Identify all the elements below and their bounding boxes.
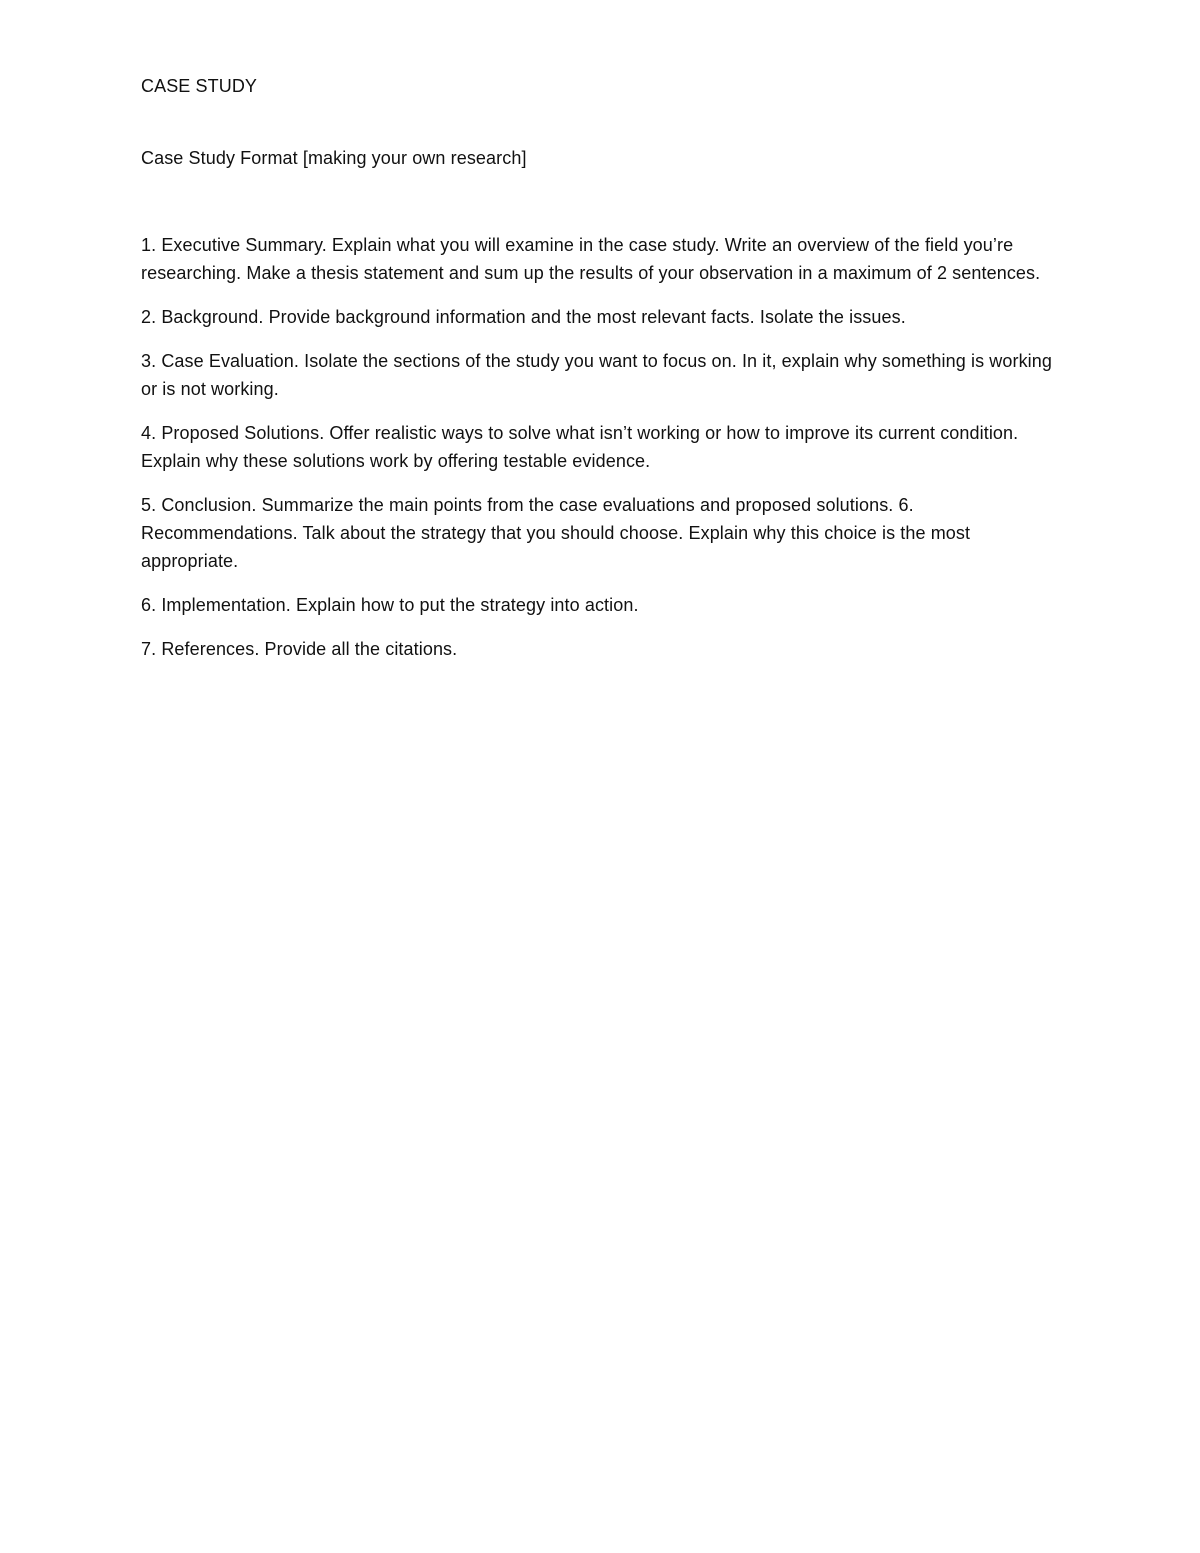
section-background: 2. Background. Provide background information and the most relevant facts. Isolate the issues. (141, 307, 906, 327)
document-subtitle: Case Study Format [making your own research] (141, 148, 527, 168)
section-references: 7. References. Provide all the citations. (141, 639, 458, 659)
section-proposed-solutions: 4. Proposed Solutions. Offer realistic ways to solve what isn’t working or how to improve its current condition. Explain why these solutions work by offering testable evidence. (141, 423, 1019, 471)
document-title: CASE STUDY (141, 76, 258, 96)
section-case-evaluation: 3. Case Evaluation. Isolate the sections of the study you want to focus on. In it, explain why something is working or is not working. (141, 351, 1052, 399)
section-implementation: 6. Implementation. Explain how to put the strategy into action. (141, 595, 639, 615)
document-body (141, 72, 1066, 679)
section-conclusion: 5. Conclusion. Summarize the main points from the case evaluations and proposed solutions. 6. Recommendations. Talk about the strategy that you should choose. Explain why this choice is the most appropriate. (141, 495, 971, 571)
section-executive-summary: 1. Executive Summary. Explain what you will examine in the case study. Write an overview of the field you’re researching. Make a thesis statement and sum up the results of your observation in a maximum of 2 sentences. (141, 235, 1041, 283)
section-list (141, 231, 1066, 663)
